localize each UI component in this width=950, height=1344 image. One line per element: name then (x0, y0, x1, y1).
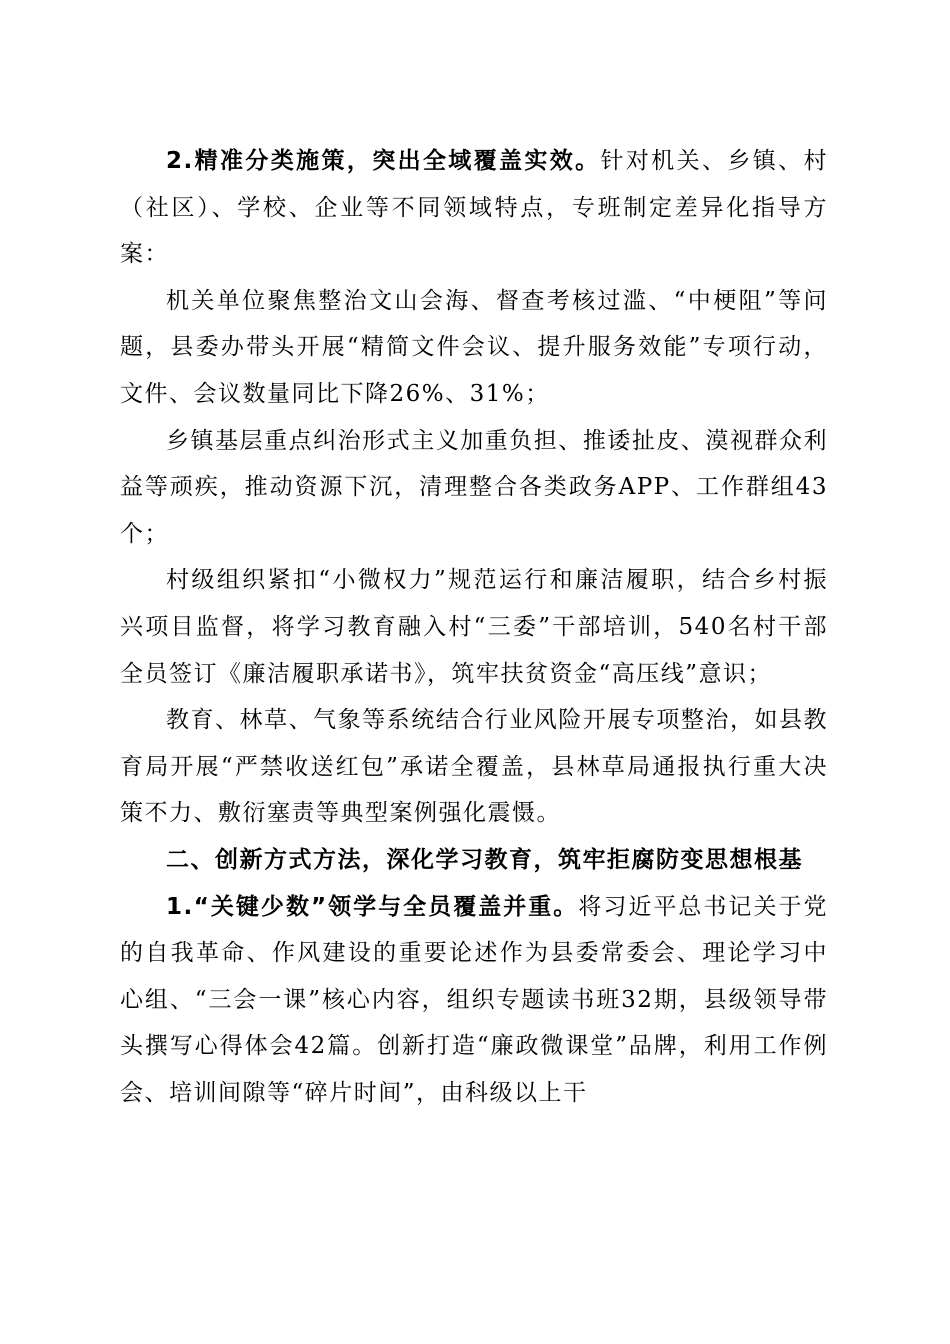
paragraph-lead-bold: 2.精准分类施策，突出全域覆盖实效。 (166, 148, 601, 174)
section-heading: 二、创新方式方法，深化学习教育，筑牢拒腐防变思想根基 (166, 846, 803, 873)
paragraph-government-agencies: 机关单位聚焦整治文山会海、督查考核过滥、“中梗阻”等问题，县委办带头开展“精简文件会议、提升服务效能”专项行动，文件、会议数量同比下降26%、31%； (120, 287, 828, 407)
paragraph-body: 针对机关、乡镇、村（社区）、学校、企业等不同领域特点，专班制定差异化指导方案： (120, 148, 828, 268)
paragraph-industry-systems: 教育、林草、气象等系统结合行业风险开展专项整治，如县教育局开展“严禁收送红包”承诺全覆盖，县林草局通报执行重大决策不力、敷衍塞责等典型案例强化震慑。 (120, 707, 828, 827)
document-page (120, 138, 828, 1116)
paragraph-body: 将习近平总书记关于党的自我革命、作风建设的重要论述作为县委常委会、理论学习中心组、“三会一课”核心内容，组织专题读书班32期，县级领导带头撰写心得体会42篇。创新打造“廉政微课堂”品牌，利用工作例会、培训间隙等“碎片时间”，由科级以上干 (120, 893, 828, 1106)
paragraph-targeted-measures (120, 138, 828, 278)
paragraph-key-minority (120, 884, 828, 1117)
paragraph-townships: 乡镇基层重点纠治形式主义加重负担、推诿扯皮、漠视群众利益等顽疾，推动资源下沉，清理整合各类政务APP、工作群组43个； (120, 427, 828, 547)
paragraph-lead-bold: 1.“关键少数”领学与全员覆盖并重。 (166, 893, 579, 920)
paragraph-village-organizations: 村级组织紧扣“小微权力”规范运行和廉洁履职，结合乡村振兴项目监督，将学习教育融入村“三委”干部培训，540名村干部全员签订《廉洁履职承诺书》，筑牢扶贫资金“高压线”意识； (120, 567, 828, 687)
